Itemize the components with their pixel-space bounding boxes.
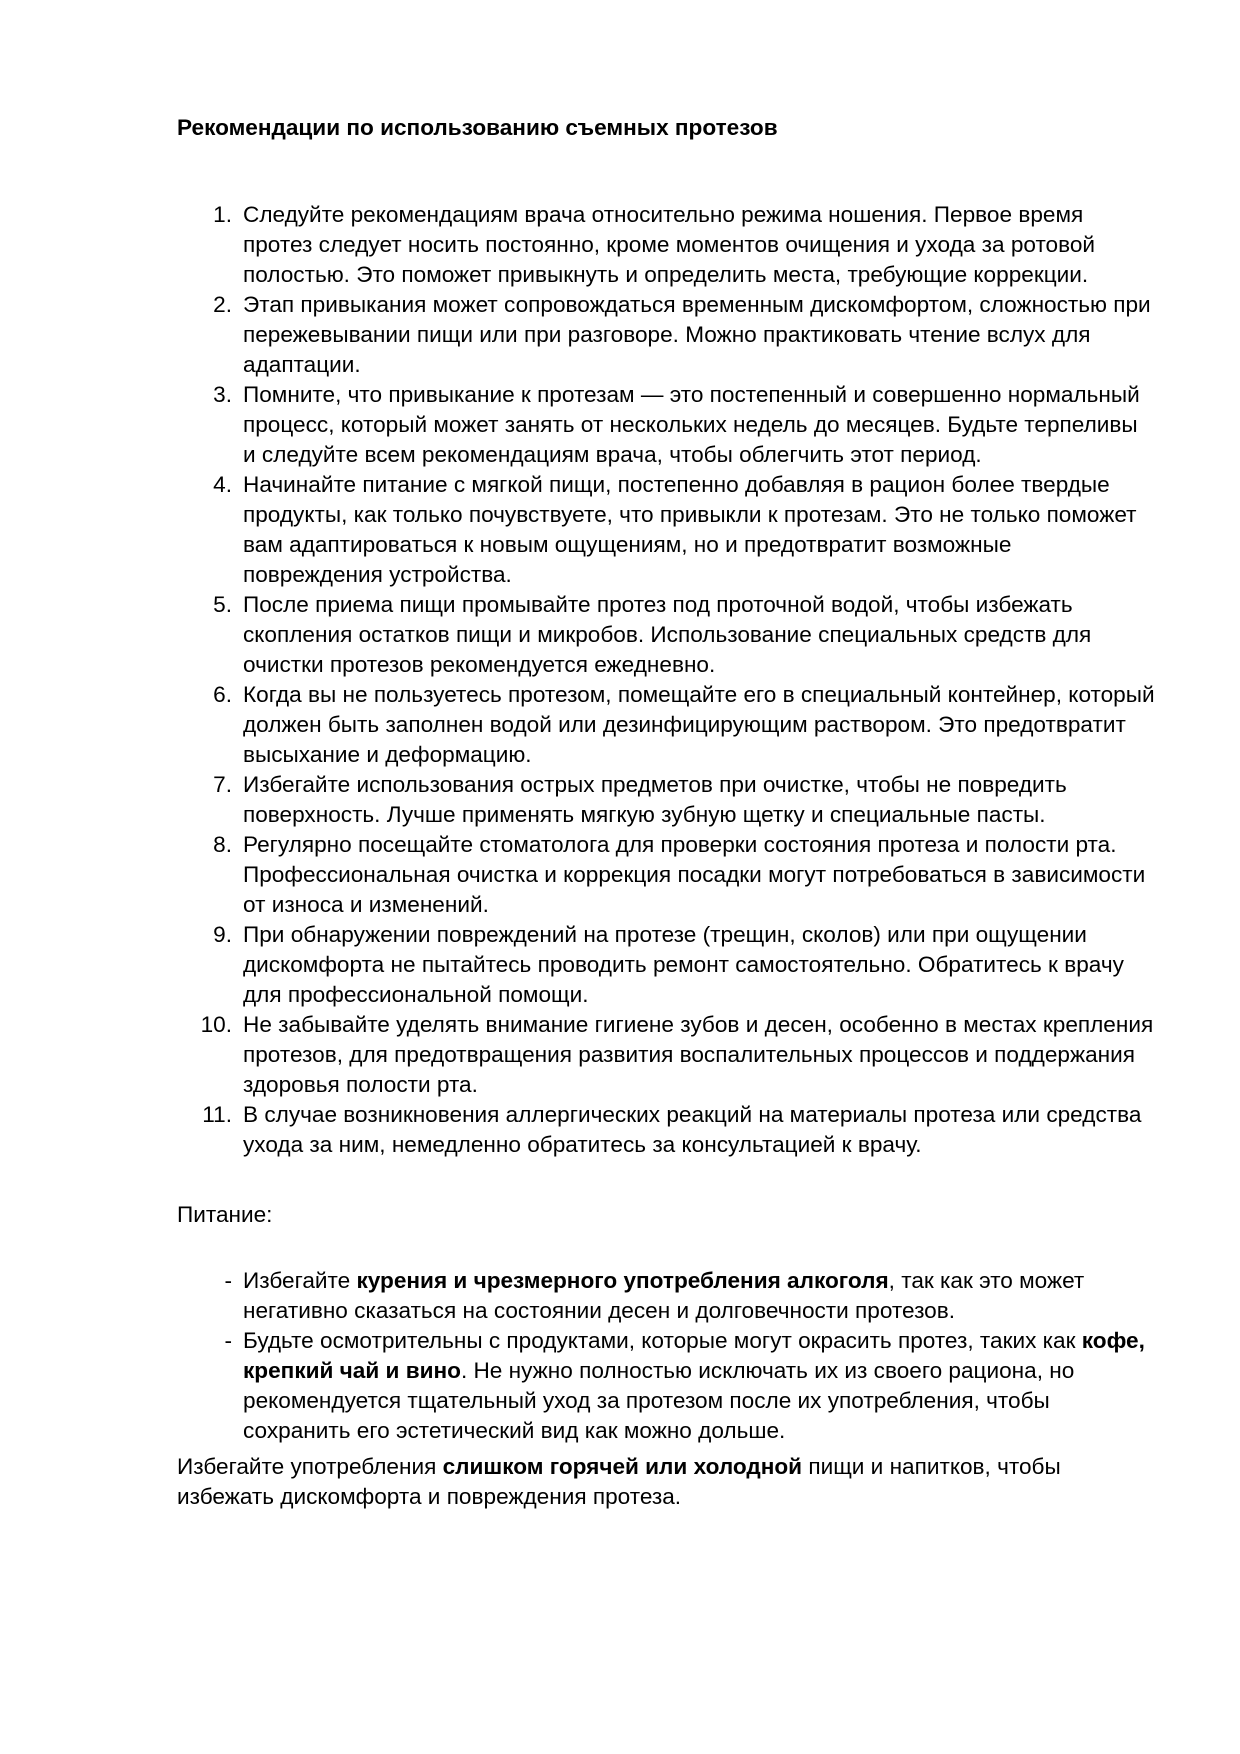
list-item-text: [243, 1268, 1084, 1323]
list-item: [177, 290, 1155, 380]
list-item-text: [243, 1328, 1145, 1443]
list-item-text: Начинайте питание с мягкой пищи, постепенно добавляя в рацион более твердые продукты, как только почувствуете, что привыкли к протезам. Это не только поможет вам адаптироваться к новым ощущениям, но и предотвратит возможные повреждения устройства.: [243, 472, 1137, 587]
list-item: [177, 380, 1155, 470]
list-item: [177, 770, 1155, 830]
list-item-text: Избегайте использования острых предметов при очистке, чтобы не повредить поверхность. Лучше применять мягкую зубную щетку и специальные пасты.: [243, 772, 1067, 827]
text-run: , так как это может негативно сказаться на состоянии десен и долговечности протезов.: [243, 1268, 1085, 1323]
text-run: Избегайте употребления: [177, 1454, 443, 1479]
list-item: [177, 590, 1155, 680]
list-item-text: После приема пищи промывайте протез под проточной водой, чтобы избежать скопления остатков пищи и микробов. Использование специальных средств для очистки протезов рекомендуется ежедневно.: [243, 592, 1092, 677]
list-item: [177, 830, 1155, 920]
list-item-text: Не забывайте уделять внимание гигиене зубов и десен, особенно в местах крепления протезов, для предотвращения развития воспалительных процессов и поддержания здоровья полости рта.: [243, 1012, 1154, 1097]
text-run-bold: кофе, крепкий чай и вино: [243, 1328, 1145, 1383]
list-item: [177, 920, 1155, 1010]
text-run: Избегайте: [243, 1268, 357, 1293]
document-title: Рекомендации по использованию съемных протезов: [177, 115, 778, 140]
list-item-number: 9.: [213, 922, 232, 947]
list-item-text: При обнаружении повреждений на протезе (трещин, сколов) или при ощущении дискомфорта не пытайтесь проводить ремонт самостоятельно. Обратитесь к врачу для профессиональной помощи.: [243, 922, 1124, 1007]
dash-marker: -: [224, 1268, 232, 1293]
list-item-number: 11.: [202, 1102, 232, 1127]
nutrition-list: [177, 1266, 1155, 1446]
list-item-number: 2.: [213, 292, 232, 317]
text-run: Будьте осмотрительны с продуктами, которые могут окрасить протез, таких как: [243, 1328, 1082, 1353]
dash-marker: -: [224, 1328, 232, 1353]
list-item-text: Этап привыкания может сопровождаться временным дискомфортом, сложностью при пережевывании пищи или при разговоре. Можно практиковать чтение вслух для адаптации.: [243, 292, 1151, 377]
list-item: [177, 1100, 1155, 1160]
list-item-text: Регулярно посещайте стоматолога для проверки состояния протеза и полости рта. Профессиональная очистка и коррекция посадки могут потребоваться в зависимости от износа и изменений.: [243, 832, 1146, 917]
text-run: пищи и напитков, чтобы избежать дискомфорта и повреждения протеза.: [177, 1454, 1061, 1509]
list-item-number: 7.: [213, 772, 232, 797]
list-item: [177, 470, 1155, 590]
list-item-text: Следуйте рекомендациям врача относительно режима ношения. Первое время протез следует носить постоянно, кроме моментов очищения и ухода за ротовой полостью. Это поможет привыкнуть и определить места, требующие коррекции.: [243, 202, 1096, 287]
list-item: [177, 680, 1155, 770]
list-item-number: 6.: [213, 682, 232, 707]
list-item-number: 5.: [213, 592, 232, 617]
text-run-bold: курения и чрезмерного употребления алкоголя: [356, 1268, 889, 1293]
list-item-number: 1.: [213, 202, 232, 227]
list-item: [177, 1326, 1155, 1446]
nutrition-heading: Питание:: [177, 1202, 273, 1227]
list-item-text: Когда вы не пользуетесь протезом, помещайте его в специальный контейнер, который должен быть заполнен водой или дезинфицирующим раствором. Это предотвратит высыхание и деформацию.: [243, 682, 1155, 767]
list-item: [177, 1266, 1155, 1326]
list-item-text: В случае возникновения аллергических реакций на материалы протеза или средства ухода за ним, немедленно обратитесь за консультацией к врачу.: [243, 1102, 1142, 1157]
list-item-number: 10.: [200, 1012, 232, 1037]
text-run-bold: слишком горячей или холодной: [442, 1454, 803, 1479]
list-item: [177, 200, 1155, 290]
text-run: . Не нужно полностью исключать их из своего рациона, но рекомендуется тщательный уход за протезом после их употребления, чтобы сохранить его эстетический вид как можно дольше.: [243, 1358, 1075, 1443]
list-item-text: Помните, что привыкание к протезам — это постепенный и совершенно нормальный процесс, который может занять от нескольких недель до месяцев. Будьте терпеливы и следуйте всем рекомендациям врача, чтобы облегчить этот период.: [243, 382, 1140, 467]
list-item-number: 4.: [213, 472, 232, 497]
list-item: [177, 1010, 1155, 1100]
list-item-number: 8.: [213, 832, 232, 857]
closing-paragraph: [177, 1452, 1155, 1512]
list-item-number: 3.: [213, 382, 232, 407]
recommendations-list: [177, 200, 1155, 1160]
